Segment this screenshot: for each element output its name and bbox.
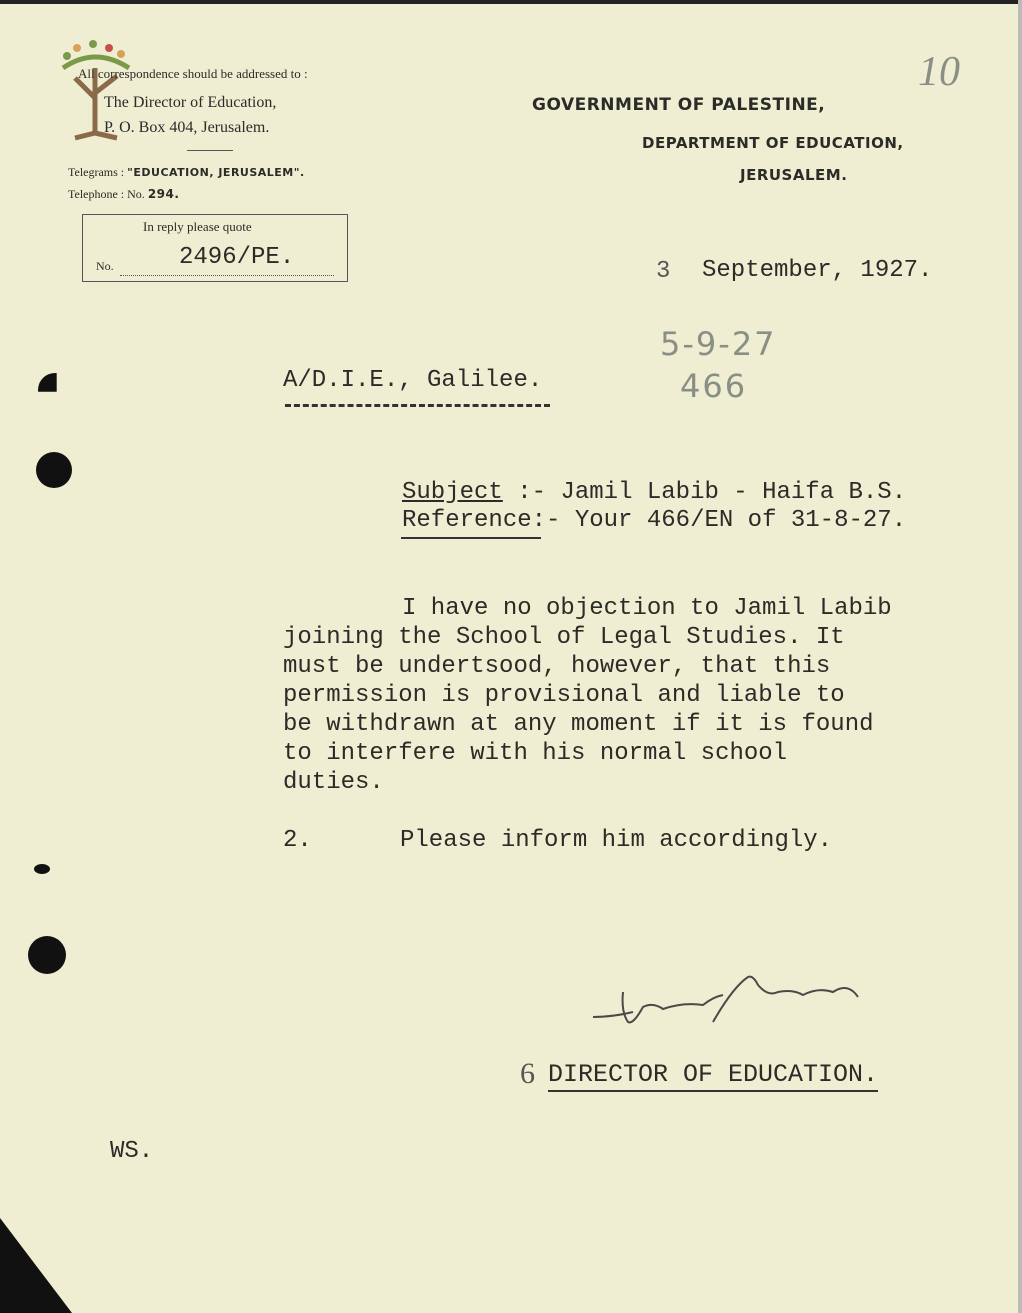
reply-prompt: In reply please quote [143,219,252,234]
telephone-line [68,187,179,202]
letter-date: September, 1927. [702,257,933,284]
address-divider [187,150,233,151]
scan-right-edge [1018,0,1022,1313]
reply-number-dotted-line [120,275,334,276]
handwritten-received-date: 5-9-27 [660,325,777,363]
handwritten-folio-number: 10 [918,49,960,95]
signature-mark: 6 [520,1057,535,1090]
reference-underline [401,537,541,539]
department-title: DEPARTMENT OF EDUCATION, [642,134,904,152]
address-line-2: P. O. Box 404, Jerusalem. [104,119,270,136]
body-line-6: to interfere with his normal school [283,740,788,767]
body-line-1: I have no objection to Jamil Labib [402,595,892,622]
paragraph-2-number: 2. [283,827,312,854]
punch-hole-3 [34,864,50,874]
scan-top-edge [0,0,1022,4]
handwritten-signature [593,967,883,1037]
scan-corner-shadow [0,1218,72,1313]
reference-line [402,507,906,534]
punch-hole-2 [36,452,72,488]
telegrams-label: Telegrams : [68,165,125,179]
body-line-7: duties. [283,769,384,796]
reference-value: Your 466/EN of 31-8-27. [574,507,907,534]
reply-number-label: No. [96,259,114,273]
punch-hole-4 [28,936,66,974]
address-line-1: The Director of Education, [104,94,277,111]
addressee: A/D.I.E., Galilee. [283,367,543,394]
body-line-2: joining the School of Legal Studies. It [283,624,845,651]
telegrams-line [68,165,305,180]
subject-separator: :- [517,479,547,506]
reply-number-value: 2496/PE. [179,244,295,271]
body-line-3: must be undertsood, however, that this [283,653,831,680]
telephone-value: 294. [147,187,180,201]
typist-initials: WS. [110,1138,154,1165]
subject-line [402,479,906,506]
telegrams-value: "EDUCATION, JERUSALEM". [127,166,305,179]
subject-label: Subject [402,479,503,506]
paragraph-2-text: Please inform him accordingly. [400,827,833,854]
body-line-4: permission is provisional and liable to [283,682,845,709]
signatory-title: DIRECTOR OF EDUCATION. [548,1060,879,1089]
signatory-underline [548,1090,878,1092]
punch-hole-1 [38,373,72,407]
subject-value: Jamil Labib - Haifa B.S. [560,479,907,506]
address-intro: All correspondence should be addressed to : [78,66,308,81]
city-title: JERUSALEM. [740,166,848,184]
date-day: 3 [656,258,671,285]
reference-label: Reference [402,507,532,534]
body-line-5: be withdrawn at any moment if it is found [283,711,874,738]
reference-separator: :- [531,507,561,534]
government-title: GOVERNMENT OF PALESTINE, [532,95,826,115]
telephone-label: Telephone : No. [68,187,145,201]
addressee-underline [285,404,550,407]
handwritten-received-number: 466 [680,367,748,405]
